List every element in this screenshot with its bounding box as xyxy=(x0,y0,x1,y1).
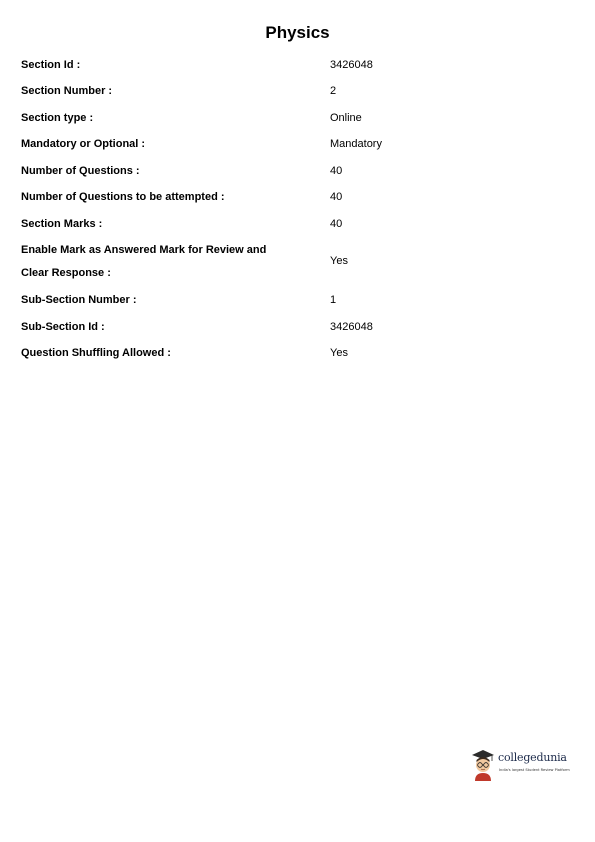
number-of-questions-value: 40 xyxy=(330,165,343,177)
sub-section-number-value: 1 xyxy=(330,294,337,306)
mascot-icon xyxy=(470,746,496,782)
section-number-value: 2 xyxy=(330,85,337,97)
section-marks-label: Section Marks : xyxy=(21,218,103,230)
section-type-label: Section type : xyxy=(21,112,94,124)
collegedunia-logo xyxy=(470,746,580,782)
question-shuffling-label: Question Shuffling Allowed : xyxy=(21,347,171,359)
number-of-questions-label: Number of Questions : xyxy=(21,165,140,177)
logo-tagline: India's largest Student Review Platform xyxy=(499,768,570,772)
questions-attempted-value: 40 xyxy=(330,191,343,203)
sub-section-id-value: 3426048 xyxy=(330,321,373,333)
sub-section-number-label: Sub-Section Number : xyxy=(21,294,137,306)
section-id-value: 3426048 xyxy=(330,59,373,71)
section-type-value: Online xyxy=(330,112,362,124)
enable-mark-review-value: Yes xyxy=(330,255,348,267)
question-shuffling-value: Yes xyxy=(330,347,348,359)
mandatory-optional-value: Mandatory xyxy=(330,138,382,150)
section-number-label: Section Number : xyxy=(21,85,113,97)
questions-attempted-label: Number of Questions to be attempted : xyxy=(21,191,225,203)
logo-wordmark: collegedunia xyxy=(498,751,567,764)
enable-mark-review-label: Enable Mark as Answered Mark for Review and Clear Response : xyxy=(21,244,267,279)
sub-section-id-label: Sub-Section Id : xyxy=(21,321,105,333)
section-marks-value: 40 xyxy=(330,218,343,230)
mandatory-optional-label: Mandatory or Optional : xyxy=(21,138,146,150)
section-id-label: Section Id : xyxy=(21,59,81,71)
page-title: Physics xyxy=(265,23,330,42)
